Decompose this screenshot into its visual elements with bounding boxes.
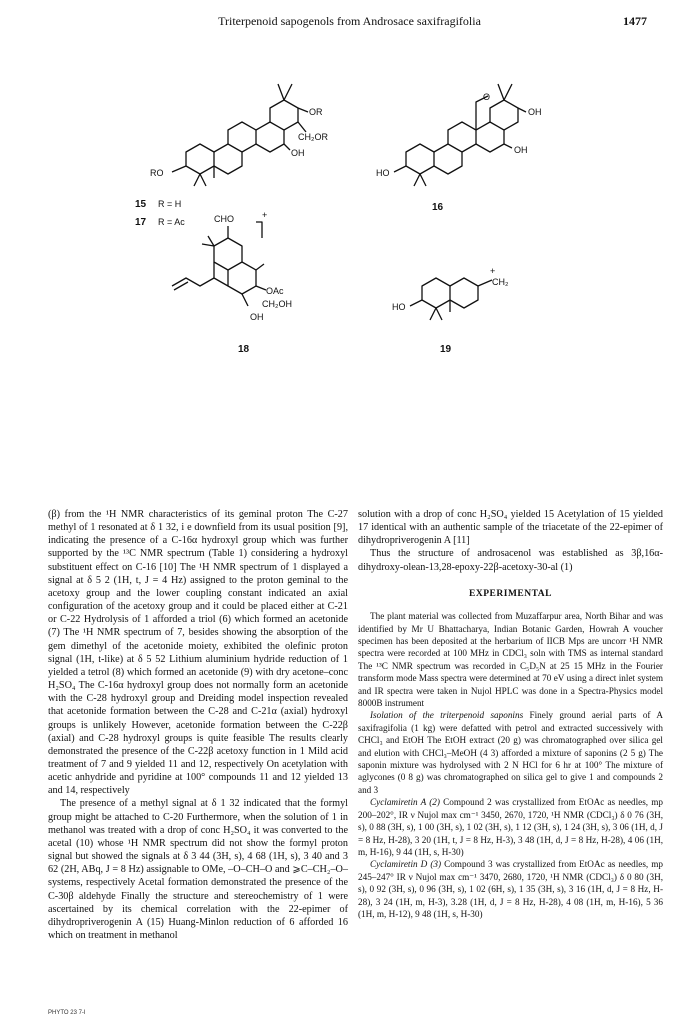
atom-label-ch2or: CH₂OR — [298, 132, 328, 142]
r-group-15: R = H — [158, 199, 182, 209]
compound-number-17: 17 — [135, 217, 147, 228]
cyclamiretin-a-text: Compound 2 was crystallized from EtOAc as needles, mp 200–202°, IR ν Nujol max cm⁻¹ 3450, 2670, 1720, ¹H NMR (CDCl₃) δ 0 76 (3H, s), 0 88 (3H, s), 1 00 (3H, s), 1 02 (3H, s), 1 12 (3H, s), 1 24 (3H, s), 3 06 (1H, d, J = 8 Hz, H-28), 3 20 (1H, t, J = 8 Hz, H-3), 3 48 (1H, d, J = 8 Hz, H-28), 4 06 (1H, m, H-16), 9 44 (1H, s, H-30) — [358, 797, 663, 857]
atom-label-cho: CHO — [214, 214, 234, 224]
subheading-cyclamiretin-a: Cyclamiretin A (2) — [370, 797, 440, 808]
compound-number-18: 18 — [238, 344, 250, 355]
right-text-column — [358, 508, 663, 920]
atom-label-o-16: O — [483, 92, 491, 102]
left-text-column — [48, 508, 348, 942]
atom-label-ch2: CH₂ — [492, 277, 509, 287]
paragraph: solution with a drop of conc H₂SO₄ yielded 15 Acetylation of 15 yielded 17 identical with an authentic sample of the triacetate of the 22-epimer of dihydropriverogenin A [11] — [358, 509, 663, 547]
page-number: 1477 — [623, 14, 647, 28]
r-group-17: R = Ac — [158, 217, 185, 227]
compound-number-16: 16 — [432, 202, 444, 213]
compound-number-15: 15 — [135, 199, 147, 210]
chemical-structures-figure — [0, 0, 699, 500]
paragraph-cyclamiretin-d — [358, 858, 663, 920]
atom-label-oh-16b: OH — [514, 145, 528, 155]
compound-number-19: 19 — [440, 344, 452, 355]
structure-15-17 — [172, 84, 308, 186]
structure-19 — [410, 278, 492, 320]
atom-label-oh-18: OH — [250, 312, 264, 322]
running-title: Triterpenoid sapogenols from Androsace saxifragifolia — [218, 14, 481, 28]
atom-label-ho-16: HO — [376, 168, 390, 178]
paragraph-isolation — [358, 709, 663, 796]
structure-16 — [394, 84, 526, 186]
atom-label-ho-19: HO — [392, 302, 406, 312]
atom-label-ro: RO — [150, 168, 164, 178]
atom-label-ch2oh: CH₂OH — [262, 299, 292, 309]
subheading-isolation: Isolation of the triterpenoid saponins — [370, 710, 524, 721]
charge-plus-18: + — [262, 210, 268, 220]
cyclamiretin-d-text: Compound 3 was crystallized from EtOAc as needles, mp 245–247° IR ν Nujol max cm⁻¹ 3470, 2680, 1720, ¹H NMR (CDCl₃) δ 0 80 (3H, s), 0 92 (3H, s), 0 96 (3H, s), 1 02 (6H, s), 1 35 (3H, s), 3 16 (1H, d, J = 8 Hz, H-28), 3 24 (1H, m, H-3), 3.28 (1H, d, J = 8 Hz, H-28), 4 08 (1H, m, H-16), 5 36 (1H, m, H-12), 9 48 (1H, s, H-30) — [358, 859, 663, 919]
atom-label-oac: OAc — [266, 286, 284, 296]
subheading-cyclamiretin-d: Cyclamiretin D (3) — [370, 859, 442, 870]
paragraph-cyclamiretin-a — [358, 796, 663, 858]
charge-plus-19: + — [490, 266, 496, 276]
paragraph: (β) from the ¹H NMR characteristics of its geminal proton The C-27 methyl of 1 resonated at δ 1 32, i e downfield from its usual position [9], indicating the presence of a C-16α hydroxyl group which was further supported by the ¹³C NMR spectrum (Table 1) considering a hydroxyl substituent effect on C-16 [10] The ¹H NMR spectrum of 1 displayed a signal at δ 5 2 (1H, t, J = 4 Hz) assigned to the proton geminal to the acetoxy group and the lower coupling constant indicated an axial configuration of the acetoxy group and it could be placed either at C-21 or C-22 Hydrolysis of 1 afforded a triol (6) which formed an acetonide (7) The ¹H NMR spectrum of 7, besides showing the absorption of the gem dimethyl of the acetonide moiety, exhibited the olefinic proton signal (1H, t-like) at δ 5 52 Lithium aluminium hydride reduction of 1 yielded a tetrol (8) which formed an acetonide (9) with dry acetone–conc H₂SO₄ The C-16α hydroxyl group does not normally form an acetonide with the C-28 hydroxyl group and Dreiding model inspection revealed that acetonide formation between the C-28 and C-21α (axial) hydroxyl groups is unlikely However, acetonide formation between the C-22β (axial) and C-28 hydroxyl groups is quite feasible The results clearly demonstrated the presence of the C-22β acetoxy function in 1 Mild acid treatment of 7 and 9 yielded 11 and 12, respectively On acetylation with acetic anhydride and pyridine at 100° compounds 11 and 12 yielded 13 and 14, respectively — [48, 509, 348, 797]
paragraph-experimental: The plant material was collected from Muzaffarpur area, North Bihar and was identified by Mr U Bhattacharya, Indian Botanic Garden, Howrah A voucher specimen has been deposited at the herbarium of IICB Mps are uncorr ¹H NMR spectra were recorded at 100 MHz in CDCl₃ soln with TMS as internal standard The ¹³C NMR spectrum was recorded in C₅D₅N at 25 15 MHz in the Fourier transform mode Mass spectra were determined at 70 eV using a direct inlet system and IR spectra were taken in Nujol HPLC was done in a Spectra-Physics model 8000B instrument — [358, 611, 663, 709]
paragraph: Thus the structure of androsacenol was established as 3β,16α-dihydroxy-olean-13,28-epoxy-22β-acetoxy-30-al (1) — [358, 548, 663, 573]
structure-18 — [172, 222, 266, 306]
atom-label-oh-15: OH — [291, 148, 305, 158]
footer-code: PHYTO 23 7-I — [48, 1010, 86, 1016]
section-heading-experimental: EXPERIMENTAL — [469, 588, 552, 599]
atom-label-or: OR — [309, 107, 323, 117]
paragraph: The presence of a methyl signal at δ 1 32 indicated that the formyl group might be attached to C-20 Furthermore, when the solution of 1 in methanol was treated with a drop of conc H₂SO₄ it was converted to the acetal (10) whose ¹H NMR spectrum did not show the formyl proton signal but showed the signals at δ 3 44 (3H, s), 4 68 (1H, s), 3 40 and 3 62 (2H, ABq, J = 8 Hz) assignable to OMe, –O–CH–O and ⩾C–CH₂–O– systems, respectively Acetal formation demonstrated the presence of the C-30β aldehyde Finally the structure and stereochemistry of 1 were ascertained by its chemical correlation with the 22-epimer of dihydropriverogenin A (15) Huang-Minlon reduction of 6 afforded 16 which on treatment in methanol — [48, 798, 348, 941]
isolation-text: Finely ground aerial parts of A saxifragifolia (1 kg) were defatted with petrol and extracted successively with CHCl₃ and EtOH The EtOH extract (20 g) was chromatographed over silica gel and elution with CHCl₃–MeOH (4 3) afforded a mixture of saponins (2 5 g) The saponin mixture was hydrolysed with 2 N HCl for 6 hr at 100° The mixture of aglycones (0 8 g) was chromatographed on silica gel to give 1 and compounds 2 and 3 — [358, 710, 663, 795]
atom-label-oh-16a: OH — [528, 107, 542, 117]
